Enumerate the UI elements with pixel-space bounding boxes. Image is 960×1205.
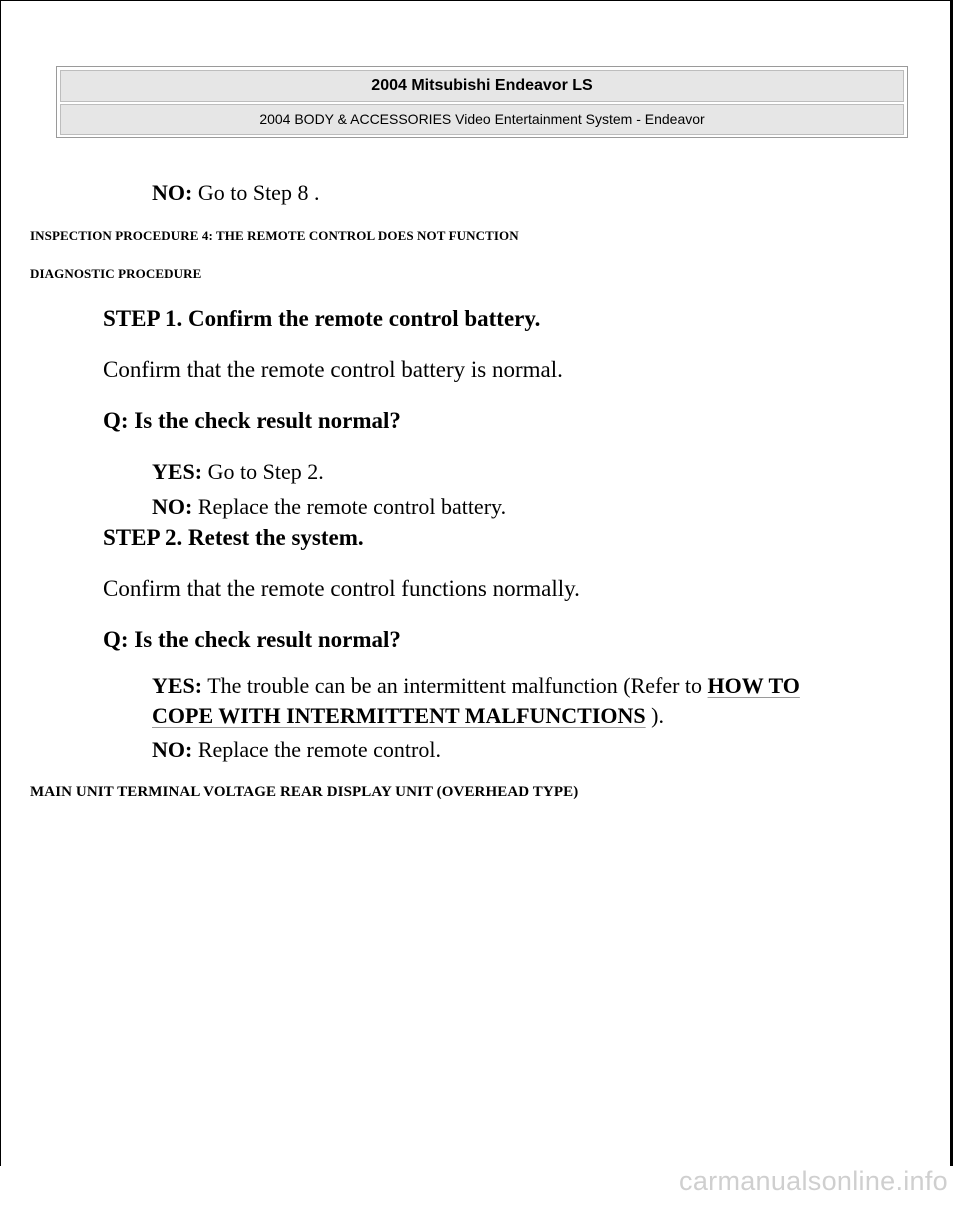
step2-yes-line bbox=[152, 673, 800, 699]
step2-no-line bbox=[152, 737, 441, 763]
yes-text-end: ). bbox=[645, 703, 664, 728]
step1-title: STEP 1. Confirm the remote control battery. bbox=[103, 306, 541, 331]
previous-no-line bbox=[152, 180, 319, 206]
yes-label: YES: bbox=[152, 459, 203, 484]
step1-question: Q: Is the check result normal? bbox=[103, 408, 401, 433]
step2-question: Q: Is the check result normal? bbox=[103, 627, 401, 652]
no-text: Replace the remote control. bbox=[192, 737, 441, 762]
no-label: NO: bbox=[152, 494, 193, 519]
no-label: NO: bbox=[152, 180, 193, 205]
intermittent-malfunctions-link-part1[interactable]: HOW TO bbox=[707, 673, 800, 698]
step1-instruction: Confirm that the remote control battery is normal. bbox=[103, 357, 563, 382]
section-heading: MAIN UNIT TERMINAL VOLTAGE REAR DISPLAY UNIT (OVERHEAD TYPE) bbox=[30, 784, 579, 800]
step2-title: STEP 2. Retest the system. bbox=[103, 525, 364, 550]
yes-text: The trouble can be an intermittent malfunction (Refer to bbox=[202, 673, 708, 698]
step2-instruction: Confirm that the remote control functions normally. bbox=[103, 576, 580, 601]
diagnostic-heading: DIAGNOSTIC PROCEDURE bbox=[30, 266, 202, 281]
step1-yes-line bbox=[152, 459, 324, 485]
yes-label: YES: bbox=[152, 673, 203, 698]
header-subtitle: 2004 BODY & ACCESSORIES Video Entertainment System - Endeavor bbox=[60, 104, 904, 135]
no-text: Go to Step 8 . bbox=[192, 180, 320, 205]
procedure-heading: INSPECTION PROCEDURE 4: THE REMOTE CONTROL DOES NOT FUNCTION bbox=[30, 228, 519, 243]
watermark: carmanualsonline.info bbox=[679, 1166, 948, 1196]
no-text: Replace the remote control battery. bbox=[192, 494, 507, 519]
no-label: NO: bbox=[152, 737, 193, 762]
yes-text: Go to Step 2. bbox=[202, 459, 324, 484]
intermittent-malfunctions-link-part2[interactable]: COPE WITH INTERMITTENT MALFUNCTIONS bbox=[152, 703, 646, 728]
step2-yes-line-cont bbox=[152, 703, 664, 729]
header-title: 2004 Mitsubishi Endeavor LS bbox=[60, 70, 904, 102]
step1-no-line bbox=[152, 494, 506, 520]
document-header bbox=[56, 66, 908, 138]
